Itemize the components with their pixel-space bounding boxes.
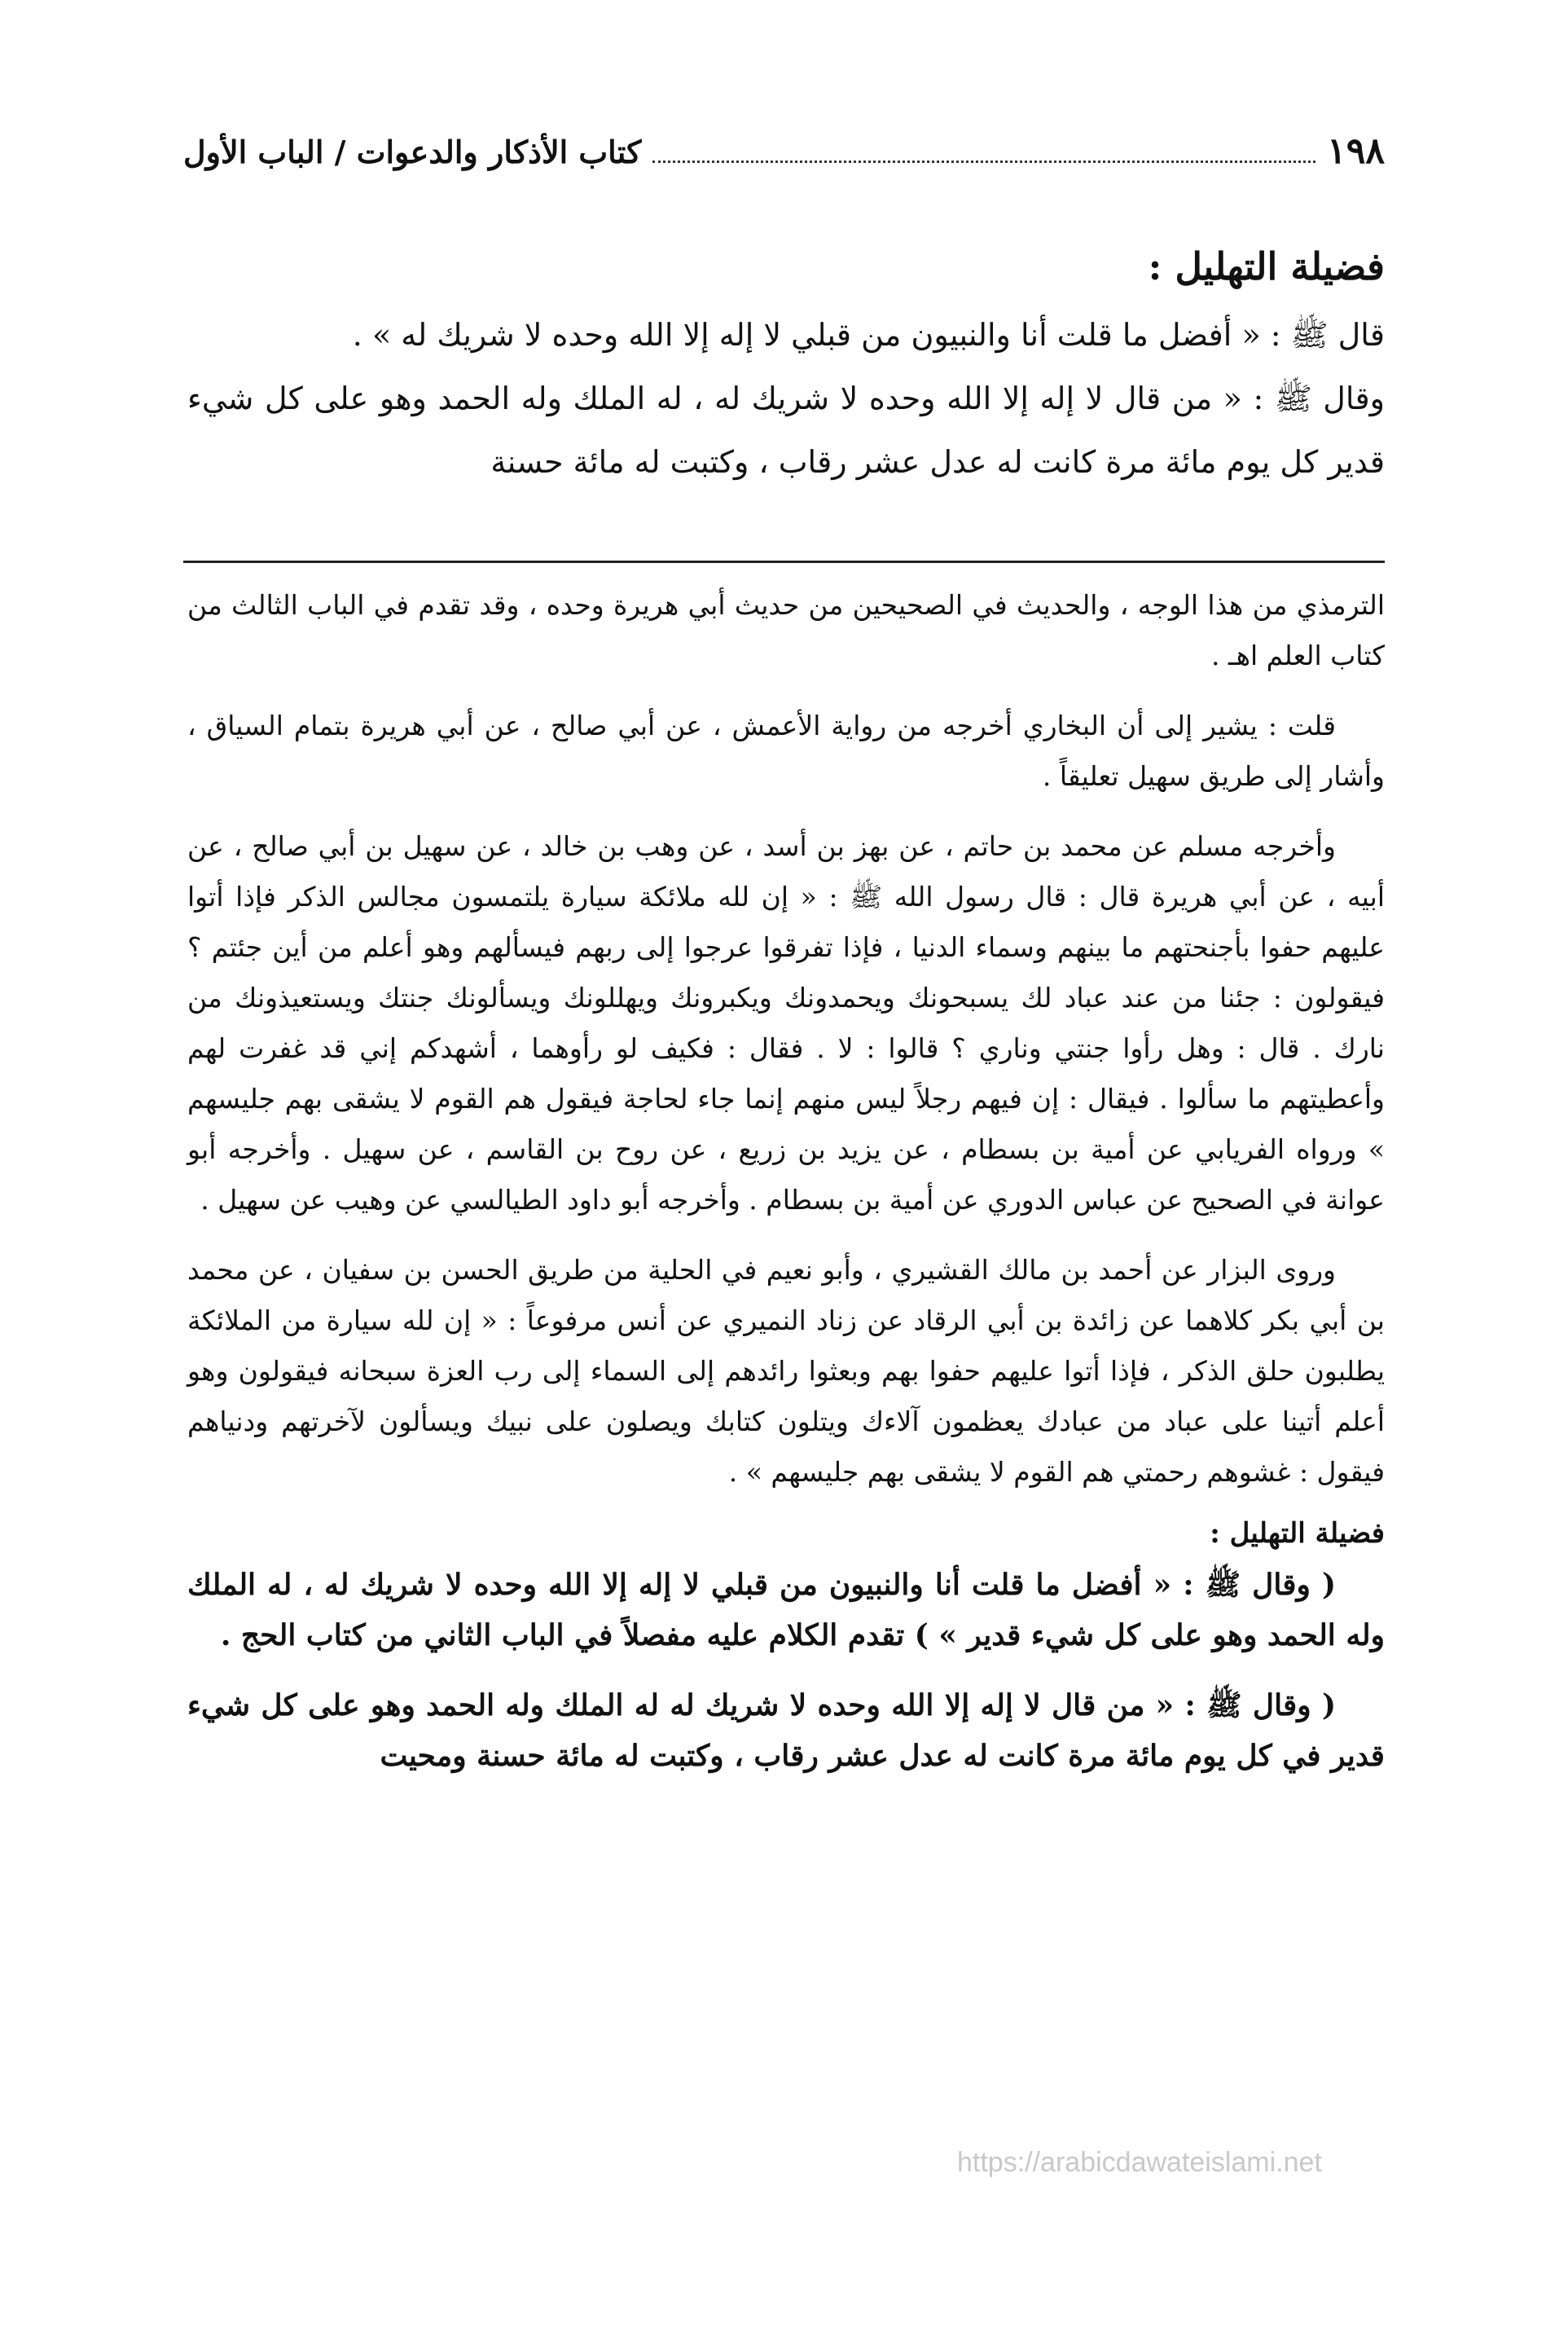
- main-paragraph: وقال ﷺ : « من قال لا إله إلا الله وحده لا شريك له ، له الملك وله الحمد وهو على كل شيء قدير كل يوم مائة مرة كانت له عدل عشر رقاب ، وكتبت له مائة حسنة: [187, 381, 1385, 480]
- footnote-separator: [183, 561, 1385, 563]
- footnote-paragraph: قلت : يشير إلى أن البخاري أخرجه من رواية الأعمش ، عن أبي صالح ، عن أبي هريرة بتمام السياق ، وأشار إلى طريق سهيل تعليقاً .: [187, 710, 1385, 792]
- header-dot-leader: [652, 136, 1315, 163]
- watermark-url: https://arabicdawateislami.net: [957, 2147, 1322, 2178]
- running-title: كتاب الأذكار والدعوات / الباب الأول: [183, 134, 642, 170]
- footnote-paragraph: وأخرجه مسلم عن محمد بن حاتم ، عن بهز بن أسد ، عن وهب بن خالد ، عن سهيل بن أبي صالح ، عن أبيه ، عن أبي هريرة قال : قال رسول الله ﷺ : « إن لله ملائكة سيارة يلتمسون مجالس الذكر فإذا أتوا عليهم حفوا بأجنحتهم ما بينهم وسماء الدنيا ، فإذا تفرقوا عرجوا إلى ربهم فيسألهم وهو أعلم من أين جئتم ؟ فيقولون : جئنا من عند عباد لك يسبحونك ويحمدونك ويكبرونك ويهللونك ويسألونك جنتك ويستعيذونك من نارك . قال : وهل رأوا جنتي وناري ؟ قالوا : لا . فقال : فكيف لو رأوهما ، أشهدكم إني قد غفرت لهم وأعطيتهم ما سألوا . فيقال : إن فيهم رجلاً ليس منهم إنما جاء لحاجة فيقول هم القوم لا يشقى بهم جليسهم » ورواه الفريابي عن أمية بن بسطام ، عن يزيد بن زريع ، عن روح بن القاسم ، عن سهيل . وأخرجه أبو عوانة في الصحيح عن عباس الدوري عن أمية بن بسطام . وأخرجه أبو داود الطيالسي عن وهيب عن سهيل .: [187, 830, 1385, 1216]
- footnote-quote: ( وقال ﷺ : « أفضل ما قلت أنا والنبيون من قبلي لا إله إلا الله وحده لا شريك له ، له الملك وله الحمد وهو على كل شيء قدير » ) تقدم الكلام عليه مفصلاً في الباب الثاني من كتاب الحج .: [187, 1568, 1385, 1652]
- footnote-heading: فضيلة التهليل :: [1210, 1517, 1385, 1550]
- page-header: [183, 130, 1385, 179]
- section-heading: فضيلة التهليل :: [1148, 244, 1385, 288]
- footnote-paragraph: وروى البزار عن أحمد بن مالك القشيري ، وأبو نعيم في الحلية من طريق الحسن بن سفيان ، عن محمد بن أبي بكر كلاهما عن زائدة بن أبي الرقاد عن زناد النميري عن أنس مرفوعاً : « إن لله سيارة من الملائكة يطلبون حلق الذكر ، فإذا أتوا عليهم حفوا بهم وبعثوا رائدهم إلى السماء إلى رب العزة سبحانه فيقولون وهو أعلم أتينا على عباد من عبادك يعظمون آلاءك ويتلون كتابك ويصلون على نبيك ويسألون لآخرتهم ودنياهم فيقول : غشوهم رحمتي هم القوم لا يشقى بهم جليسهم » .: [187, 1254, 1385, 1488]
- page-number: ١٩٨: [1327, 130, 1385, 172]
- main-text: [187, 244, 1385, 494]
- footnote-paragraph: الترمذي من هذا الوجه ، والحديث في الصحيحين من حديث أبي هريرة وحده ، وقد تقدم في الباب الثالث من كتاب العلم اهـ .: [187, 589, 1385, 671]
- footnote-quote: ( وقال ﷺ : « من قال لا إله إلا الله وحده لا شريك له له الملك وله الحمد وهو على كل شيء قدير في كل يوم مائة مرة كانت له عدل عشر رقاب ، وكتبت له مائة حسنة ومحيت: [187, 1688, 1385, 1773]
- footnotes: [187, 580, 1385, 1801]
- main-paragraph: قال ﷺ : « أفضل ما قلت أنا والنبيون من قبلي لا إله إلا الله وحده لا شريك له » .: [352, 317, 1385, 353]
